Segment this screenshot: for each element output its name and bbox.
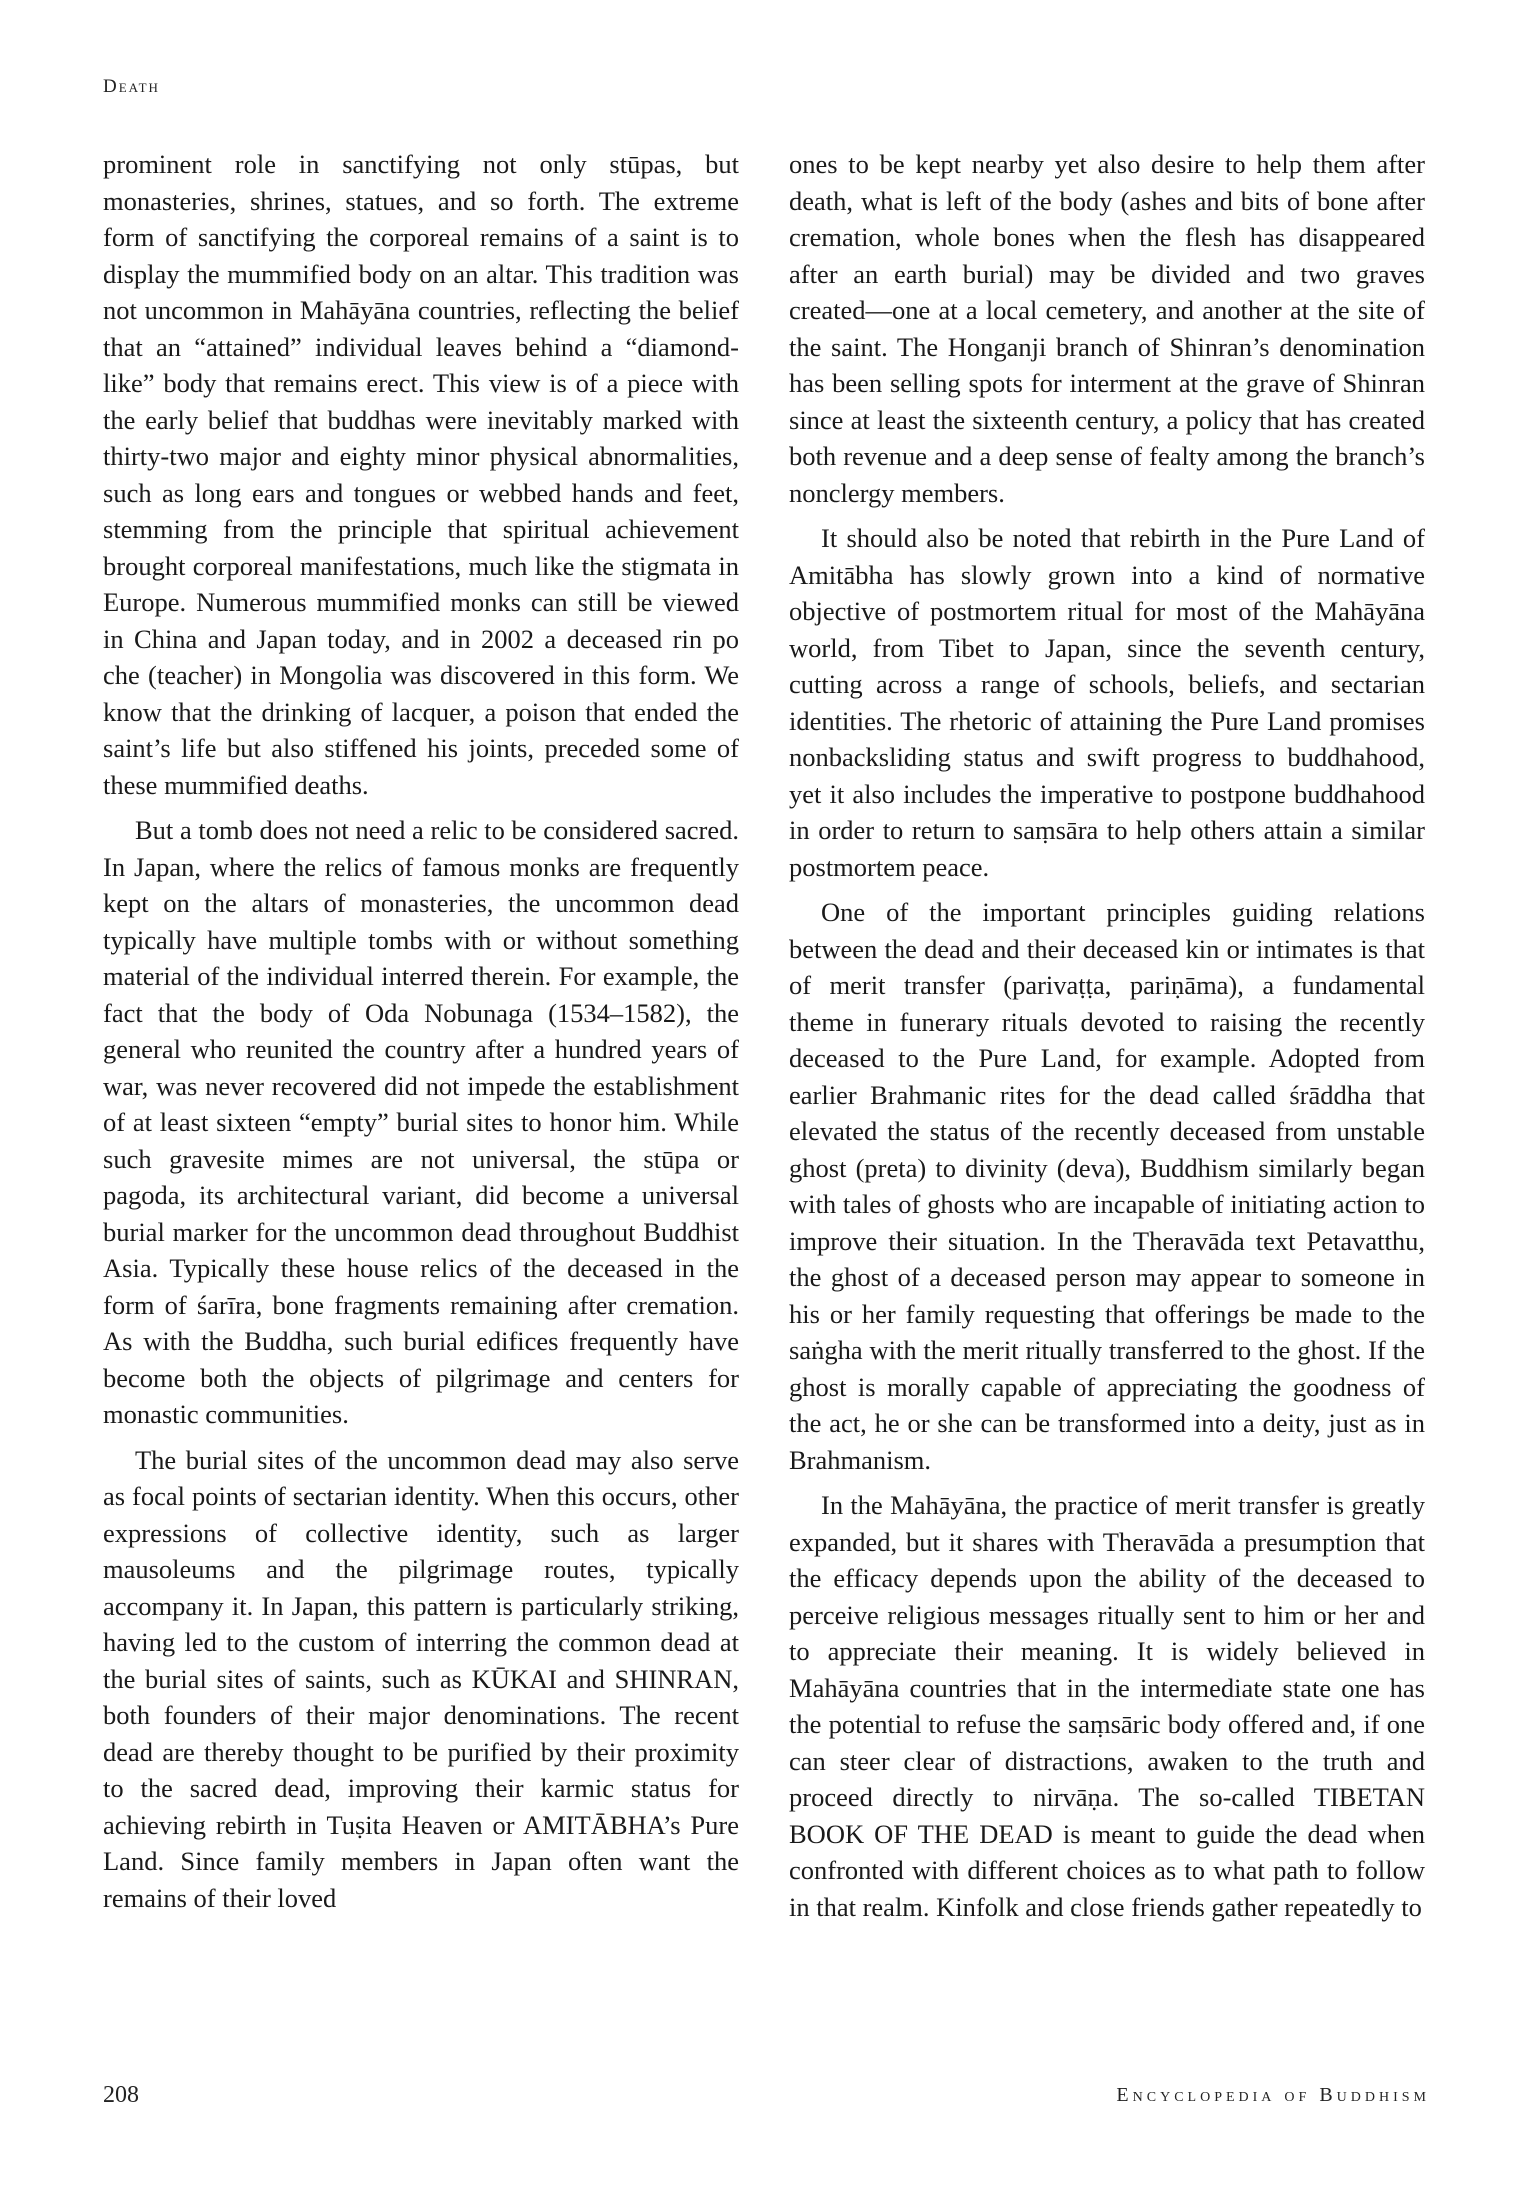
- paragraph: In the Mahāyāna, the practice of merit transfer is greatly expanded, but it shares with Theravāda a presumption that the efficacy depends upon the ability of the deceased to perceive religious messages ritually sent to him or her and to appreciate their meaning. It is widely believed in Mahāyāna countries that in the intermediate state one has the potential to refuse the saṃsāric body offered and, if one can steer clear of distractions, awaken to the truth and proceed directly to nirvāṇa. The so-called TIBETAN BOOK OF THE DEAD is meant to guide the dead when confronted with different choices as to what path to follow in that realm. Kinfolk and close friends gather repeatedly to: [789, 1490, 1425, 1922]
- page-number: 208: [103, 2082, 139, 2108]
- paragraph: It should also be noted that rebirth in the Pure Land of Amitābha has slowly grown into a kind of normative objective of postmortem ritual for most of the Mahāyāna world, from Tibet to Japan, since the seventh century, cutting across a range of schools, beliefs, and sectarian identities. The rhetoric of attaining the Pure Land promises nonbacksliding status and swift progress to buddhahood, yet it also includes the imperative to postpone buddhahood in order to return to saṃsāra to help others attain a similar postmortem peace.: [789, 523, 1425, 882]
- paragraph: prominent role in sanctifying not only stūpas, but monasteries, shrines, statues, and so forth. The extreme form of sanctifying the corporeal remains of a saint is to display the mummified body on an altar. This tradition was not uncommon in Mahāyāna countries, reflecting the belief that an “attained” individual leaves behind a “diamond-like” body that remains erect. This view is of a piece with the early belief that buddhas were inevitably marked with thirty-two major and eighty minor physical abnormalities, such as long ears and tongues or webbed hands and feet, stemming from the principle that spiritual achievement brought corporeal manifestations, much like the stigmata in Europe. Numerous mummified monks can still be viewed in China and Japan today, and in 2002 a deceased rin po che (teacher) in Mongolia was discovered in this form. We know that the drinking of lacquer, a poison that ended the saint’s life but also stiffened his joints, preceded some of these mummified deaths.: [103, 149, 739, 800]
- paragraph: The burial sites of the uncommon dead may also serve as focal points of sectarian identity. When this occurs, other expressions of collective identity, such as larger mausoleums and the pilgrimage routes, typically accompany it. In Japan, this pattern is particularly striking, having led to the custom of interring the common dead at the burial sites of saints, such as KŪKAI and SHINRAN, both founders of their major denominations. The recent dead are thereby thought to be purified by their proximity to the sacred dead, improving their karmic status for achieving rebirth in Tuṣita Heaven or AMITĀBHA’s Pure Land. Since family members in Japan often want the remains of their loved: [103, 1444, 739, 1913]
- book-title: Encyclopedia of Buddhism: [1116, 2084, 1430, 2106]
- running-head: Death: [103, 76, 160, 97]
- left-column: [103, 146, 739, 1925]
- right-column: [789, 146, 1425, 1934]
- paragraph: ones to be kept nearby yet also desire to help them after death, what is left of the body (ashes and bits of bone after cremation, whole bones when the flesh has disappeared after an earth burial) may be divided and two graves created—one at a local cemetery, and another at the site of the saint. The Honganji branch of Shinran’s denomination has been selling spots for interment at the grave of Shinran since at least the sixteenth century, a policy that has created both revenue and a deep sense of fealty among the branch’s nonclergy members.: [789, 149, 1425, 508]
- paragraph: But a tomb does not need a relic to be considered sacred. In Japan, where the relics of famous monks are frequently kept on the altars of monasteries, the uncommon dead typically have multiple tombs with or without something material of the individual interred therein. For example, the fact that the body of Oda Nobunaga (1534–1582), the general who reunited the country after a hundred years of war, was never recovered did not impede the establishment of at least sixteen “empty” burial sites to honor him. While such gravesite mimes are not universal, the stūpa or pagoda, its architectural variant, did become a universal burial marker for the uncommon dead throughout Buddhist Asia. Typically these house relics of the deceased in the form of śarīra, bone fragments remaining after cremation. As with the Buddha, such burial edifices frequently have become both the objects of pilgrimage and centers for monastic communities.: [103, 815, 739, 1429]
- paragraph: One of the important principles guiding relations between the dead and their deceased kin or intimates is that of merit transfer (parivaṭṭa, pariṇāma), a fundamental theme in funerary rituals devoted to raising the recently deceased to the Pure Land, for example. Adopted from earlier Brahmanic rites for the dead called śrāddha that elevated the status of the recently deceased from unstable ghost (preta) to divinity (deva), Buddhism similarly began with tales of ghosts who are incapable of initiating action to improve their situation. In the Theravāda text Petavatthu, the ghost of a deceased person may appear to someone in his or her family requesting that offerings be made to the saṅgha with the merit ritually transferred to the ghost. If the ghost is morally capable of appreciating the goodness of the act, he or she can be transformed into a deity, just as in Brahmanism.: [789, 897, 1425, 1475]
